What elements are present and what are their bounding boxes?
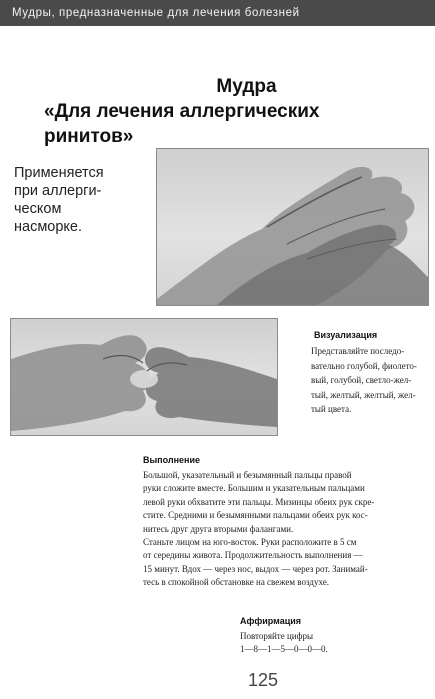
execution-line: руки сложите вместе. Большим и указательным пальцами: [143, 483, 365, 494]
visualization-line: вательно голубой, фиолето-: [311, 360, 417, 371]
affirmation-line: 1—8—1—5—0—0—0.: [240, 644, 328, 654]
applies-line: Применяется: [14, 165, 104, 181]
visualization-line: вый, голубой, светло-жел-: [311, 375, 412, 386]
visualization-line: Представляйте последо-: [311, 346, 405, 356]
affirmation-heading: Аффирмация: [240, 616, 302, 626]
hands-illustration: [157, 149, 428, 305]
execution-line: Станьте лицом на юго-восток. Руки расположите в 5 см: [143, 537, 357, 548]
execution-line: стите. Средними и безымянными пальцами обеих рук кос-: [143, 510, 368, 521]
title-line-2: «Для лечения аллергических: [44, 101, 320, 122]
execution-line: от середины живота. Продолжительность выполнения —: [143, 550, 363, 561]
title-line-3: ринитов»: [44, 126, 134, 147]
hands-illustration: [11, 319, 277, 435]
execution-line: 15 минут. Вдох — через нос, выдох — через рот. Занимай-: [143, 563, 368, 574]
visualization-heading: Визуализация: [314, 330, 378, 340]
applies-line: ческом: [14, 201, 62, 217]
affirmation-text: [240, 630, 328, 656]
page-number: 125: [248, 670, 279, 690]
hands-photo-bottom: [10, 318, 278, 436]
execution-line: тесь в спокойной обстановке на свежем воздухе.: [143, 577, 329, 588]
applies-line: при аллерги-: [14, 183, 102, 199]
visualization-line: тый цвета.: [311, 404, 352, 415]
affirmation-line: Повторяйте цифры: [240, 631, 313, 641]
hands-photo-top: [156, 148, 429, 306]
execution-line: левой руки обхватите эти пальцы. Мизинцы обеих рук скре-: [143, 496, 375, 507]
applies-text: [14, 164, 149, 236]
visualization-text: [311, 344, 425, 417]
mudra-title: [44, 74, 419, 149]
running-header: Мудры, предназначенные для лечения болезней: [0, 0, 435, 26]
execution-line: нитесь друг друга вторыми фалангами.: [143, 523, 294, 534]
visualization-line: тый, желтый, желтый, жел-: [311, 389, 416, 400]
execution-line: Большой, указательный и безымянный пальцы правой: [143, 470, 352, 480]
execution-heading: Выполнение: [143, 455, 201, 465]
applies-line: насморке.: [14, 219, 83, 235]
title-line-1: Мудра: [216, 76, 277, 97]
execution-text: [143, 469, 428, 590]
